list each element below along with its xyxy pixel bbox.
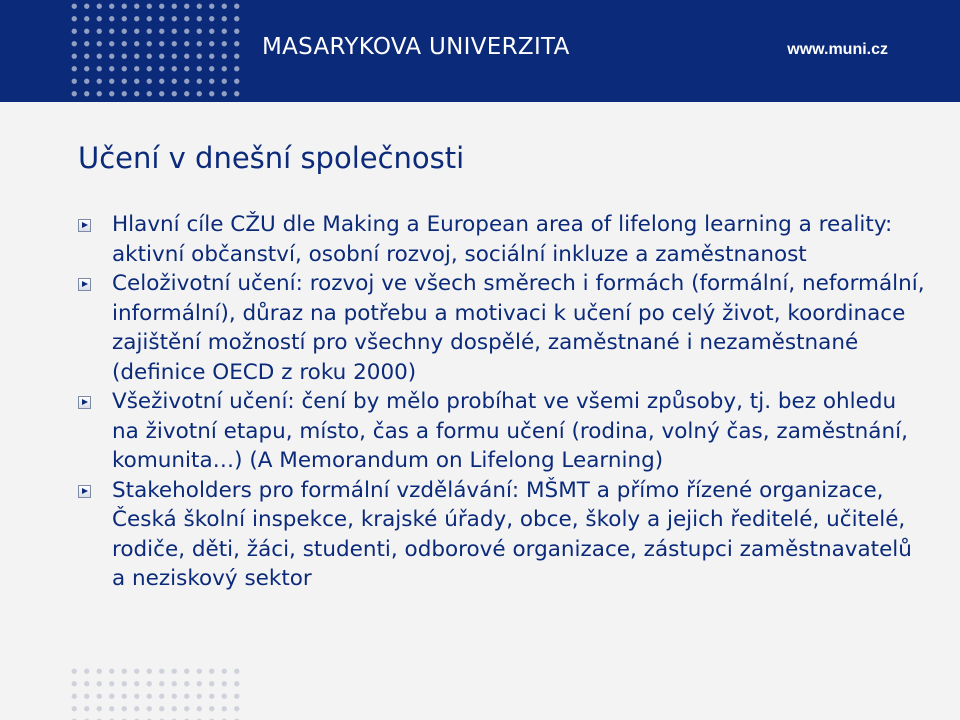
- bullet-text: Hlavní cíle CŽU dle Making a European area of lifelong learning a reality: aktivní občanství, osobní rozvoj, sociální inkluze a zaměstnanost: [112, 212, 893, 267]
- bullet-item: [78, 476, 928, 594]
- website-url: www.muni.cz: [787, 41, 888, 58]
- arrow-bullet-icon: [78, 278, 91, 291]
- dot-pattern-decoration: [68, 665, 243, 720]
- slide-title: Učení v dnešní společnosti: [78, 141, 465, 175]
- arrow-bullet-icon: [78, 396, 91, 409]
- bullet-list: [78, 210, 928, 594]
- bullet-item: [78, 387, 928, 476]
- bullet-text: Všeživotní učení: čení by mělo probíhat ve všemi způsoby, tj. bez ohledu na životní etapu, místo, čas a formu učení (rodina, volný čas, zaměstnání, komunita…) (A Memorandum on Lifelong Learning): [112, 389, 908, 473]
- bullet-text: Stakeholders pro formální vzdělávání: MŠMT a přímo řízené organizace, Česká školní inspekce, krajské úřady, obce, školy a jejich ředitelé, učitelé, rodiče, děti, žáci, studenti, odborové organizace, zástupci zaměstnavatelů a neziskový sektor: [112, 477, 912, 591]
- header-bar: [0, 0, 960, 102]
- university-name: MASARYKOVA UNIVERZITA: [262, 34, 570, 60]
- bullet-text: Celoživotní učení: rozvoj ve všech směrech i formách (formální, neformální, informální), důraz na potřebu a motivaci k učení po celý život, koordinace zajištění možností pro všechny dospělé, zaměstnané i nezaměstnané (definice OECD z roku 2000): [112, 271, 925, 385]
- bullet-item: [78, 269, 928, 387]
- arrow-bullet-icon: [78, 485, 91, 498]
- dot-pattern-decoration: [68, 0, 243, 102]
- bullet-item: [78, 210, 928, 269]
- arrow-bullet-icon: [78, 219, 91, 232]
